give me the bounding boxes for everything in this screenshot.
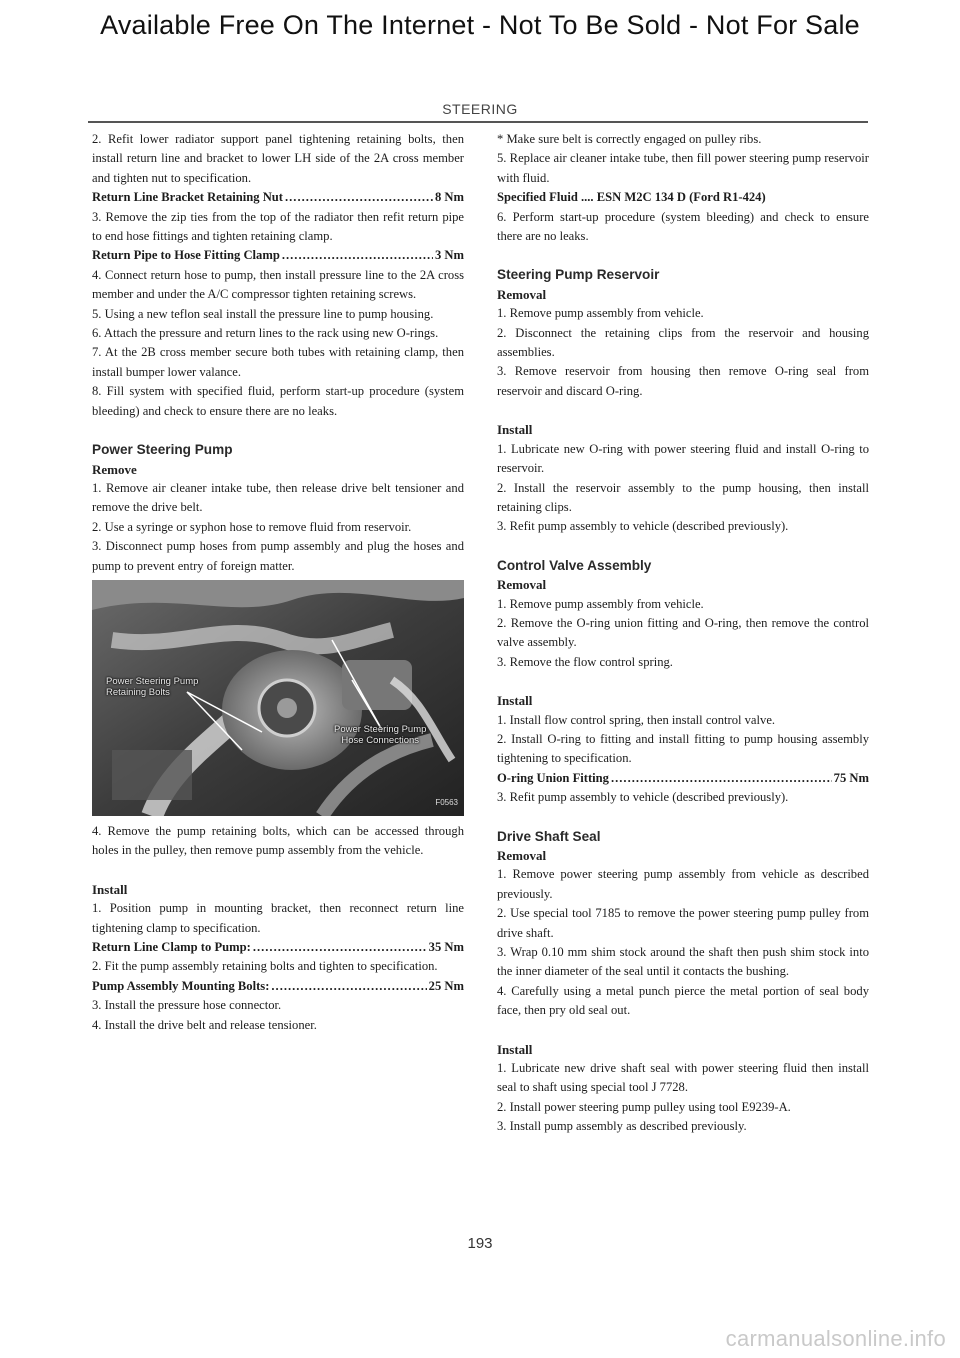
paragraph: 6. Perform start-up procedure (system bleeding) and check to ensure there are no leaks. (497, 209, 869, 244)
pump-photo (92, 580, 464, 816)
spec-return-pipe-clamp (92, 246, 464, 265)
paragraph: 3. Refit pump assembly to vehicle (described previously). (497, 790, 789, 805)
subheading-install: Install (497, 422, 533, 438)
heading-steering-pump-reservoir: Steering Pump Reservoir (497, 267, 660, 283)
paragraph: 4. Connect return hose to pump, then install pressure line to the 2A cross member and under the A/C compressor tighten retaining screws. (92, 267, 464, 302)
paragraph: 2. Install the reservoir assembly to the pump housing, then install retaining clips. (497, 480, 869, 514)
paragraph: 5. Replace air cleaner intake tube, then fill power steering pump reservoir with fluid. (497, 151, 869, 185)
section-title: STEERING (442, 101, 518, 117)
spec-label: O-ring Union Fitting (497, 770, 609, 785)
spec-specified-fluid: Specified Fluid .... ESN M2C 134 D (Ford R1-424) (497, 190, 766, 205)
spec-value: 25 Nm (428, 978, 464, 993)
paragraph: 1. Lubricate new drive shaft seal with power steering fluid then install seal to shaft using special tool J 7728. (497, 1061, 869, 1095)
paragraph: 5. Using a new teflon seal install the pressure line to pump housing. (92, 306, 434, 321)
spec-oring-union-fitting (497, 769, 869, 788)
subheading-remove: Remove (92, 461, 137, 477)
paragraph: 3. Remove the zip ties from the top of the radiator then refit return pipe to end hose fittings and tighten retaining clamp. (92, 209, 464, 244)
paragraph: 1. Remove air cleaner intake tube, then release drive belt tensioner and remove the drive belt. (92, 480, 464, 515)
spec-label: Return Line Clamp to Pump: (92, 939, 251, 954)
paragraph: 2. Fit the pump assembly retaining bolts and tighten to specification. (92, 959, 438, 974)
paragraph: 1. Position pump in mounting bracket, then reconnect return line tightening clamp to specification. (92, 901, 464, 935)
subheading-removal: Removal (497, 286, 547, 302)
paragraph: 2. Use a syringe or syphon hose to remove fluid from reservoir. (92, 519, 412, 534)
page-number: 193 (467, 1235, 493, 1252)
spec-label: Return Pipe to Hose Fitting Clamp (92, 248, 280, 263)
spec-value: 8 Nm (434, 190, 464, 205)
spec-value: 3 Nm (434, 248, 464, 263)
paragraph: 1. Remove pump assembly from vehicle. (497, 596, 704, 611)
paragraph: 3. Install the pressure hose connector. (92, 998, 282, 1013)
paragraph: 4. Remove the pump retaining bolts, which can be accessed through holes in the pulley, then remove pump assembly from the vehicle. (92, 823, 464, 858)
paragraph: 2. Use special tool 7185 to remove the power steering pump pulley from drive shaft. (497, 906, 869, 940)
paragraph: 8. Fill system with specified fluid, perform start-up procedure (system bleeding) and check to ensure there are no leaks. (92, 384, 464, 418)
paragraph: 3. Refit pump assembly to vehicle (described previously). (497, 519, 789, 534)
header-rule (88, 121, 868, 123)
paragraph: 2. Disconnect the retaining clips from the reservoir and housing assemblies. (497, 325, 869, 360)
paragraph: * Make sure belt is correctly engaged on pulley ribs. (497, 132, 762, 146)
paragraph: 2. Remove the O-ring union fitting and O-ring, then remove the control valve assembly. (497, 615, 869, 650)
spec-pump-mounting-bolts (92, 977, 464, 996)
subheading-removal: Removal (497, 848, 547, 863)
photo-figure-number: F0563 (435, 797, 458, 807)
paragraph: 3. Remove the flow control spring. (497, 654, 673, 669)
photo-caption-retaining-bolts: Power Steering Pump Retaining Bolts (106, 675, 199, 698)
paragraph: 1. Remove power steering pump assembly from vehicle as described previously. (497, 867, 869, 901)
spec-label: Pump Assembly Mounting Bolts: (92, 978, 270, 993)
heading-control-valve-assembly: Control Valve Assembly (497, 557, 652, 573)
paragraph: 2. Install power steering pump pulley using tool E9239-A. (497, 1099, 791, 1114)
heading-drive-shaft-seal: Drive Shaft Seal (497, 828, 601, 844)
paragraph: 3. Install pump assembly as described previously. (497, 1119, 747, 1134)
paragraph: 4. Carefully using a metal punch pierce the metal portion of seal body face, then pry old seal out. (497, 983, 869, 1018)
paragraph: 6. Attach the pressure and return lines to the rack using new O-rings. (92, 326, 439, 341)
photo-caption-hose-connections: Power Steering Pump Hose Connections (334, 723, 427, 746)
paragraph: 3. Disconnect pump hoses from pump assembly and plug the hoses and pump to prevent entry of foreign matter. (92, 539, 464, 573)
paragraph: 2. Refit lower radiator support panel tightening retaining bolts, then install return line and bracket to lower LH side of the 2A cross member and tighten nut to specification. (92, 132, 464, 185)
subheading-removal: Removal (497, 577, 547, 593)
paragraph: 1. Lubricate new O-ring with power steering fluid and install O-ring to reservoir. (497, 441, 869, 476)
subheading-install: Install (497, 1041, 533, 1057)
paragraph: 7. At the 2B cross member secure both tubes with retaining clamp, then install bumper lower valance. (92, 345, 464, 379)
distribution-banner: Available Free On The Internet - Not To Be Sold - Not For Sale (100, 10, 860, 40)
spec-return-line-bracket (92, 188, 464, 207)
subheading-install: Install (92, 881, 128, 897)
paragraph: 3. Wrap 0.10 mm shim stock around the shaft then push shim stock into the inner diameter of the seal until it contacts the bushing. (497, 945, 869, 979)
spec-return-line-clamp (92, 938, 464, 957)
spec-label: Return Line Bracket Retaining Nut (92, 190, 283, 205)
paragraph: 3. Remove reservoir from housing then remove O-ring seal from reservoir and discard O-ring. (497, 364, 869, 398)
watermark: carmanualsonline.info (725, 1326, 946, 1351)
heading-power-steering-pump: Power Steering Pump (92, 442, 233, 458)
right-column (497, 130, 869, 1137)
paragraph: 1. Remove pump assembly from vehicle. (497, 306, 704, 321)
spec-value: 35 Nm (428, 939, 464, 954)
paragraph: 4. Install the drive belt and release tensioner. (92, 1017, 317, 1032)
paragraph: 2. Install O-ring to fitting and install fitting to pump housing assembly tightening to specification. (497, 731, 869, 766)
subheading-install: Install (497, 693, 533, 709)
spec-value: 75 Nm (833, 770, 869, 785)
left-column (92, 130, 464, 1035)
paragraph: 1. Install flow control spring, then install control valve. (497, 712, 776, 727)
